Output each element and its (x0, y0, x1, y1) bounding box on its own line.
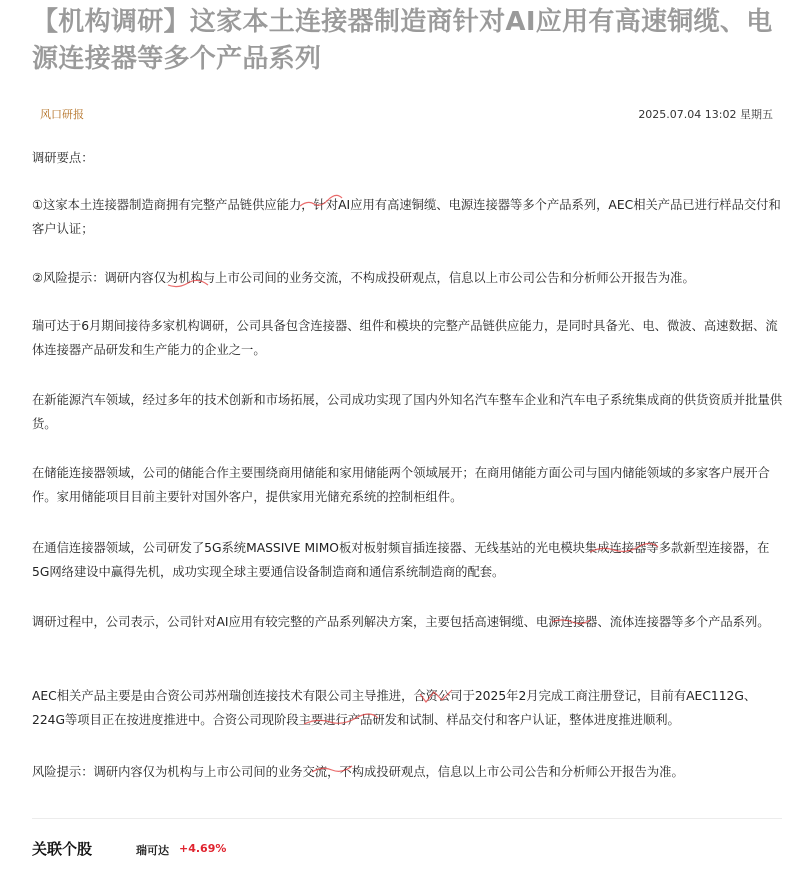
article-paragraph: 在储能连接器领域，公司的储能合作主要围绕商用储能和家用储能两个领域展开；在商用储能方面公司与国内储能领域的多家客户展开合作。家用储能项目目前主要针对国外客户，提供家用光储充系统的控制柜组件。 (32, 466, 770, 504)
article-paragraph: 风险提示：调研内容仅为机构与上市公司间的业务交流，不构成投研观点，信息以上市公司公告和分析师公开报告为准。 (32, 765, 684, 779)
article-datetime: 2025.07.04 13:02 星期五 (638, 108, 773, 121)
article-paragraph: 在通信连接器领域，公司研发了5G系统MASSIVE MIMO板对板射频盲插连接器、无线基站的光电模块集成连接器等多款新型连接器，在5G网络建设中赢得先机，成功实现全球主要通信设备制造商和通信系统制造商的配套。 (32, 541, 770, 579)
stock-change-value: +4.69% (179, 842, 227, 855)
article-paragraph: AEC相关产品主要是由合资公司苏州瑞创连接技术有限公司主导推进，合资公司于2025年2月完成工商注册登记，目前有AEC112G、224G等项目正在按进度推进中。合资公司现阶段主要进行产品研发和试制、样品交付和客户认证，整体进度推进顺利。 (32, 689, 757, 727)
article-paragraph: 调研过程中，公司表示，公司针对AI应用有较完整的产品系列解决方案，主要包括高速铜缆、电源连接器、流体连接器等多个产品系列。 (32, 615, 770, 629)
article-paragraph: 瑞可达于6月期间接待多家机构调研，公司具备包含连接器、组件和模块的完整产品链供应能力，是同时具备光、电、微波、高速数据、流体连接器产品研发和生产能力的企业之一。 (32, 319, 778, 357)
article-paragraph: ①这家本土连接器制造商拥有完整产品链供应能力，针对AI应用有高速铜缆、电源连接器等多个产品系列，AEC相关产品已进行样品交付和客户认证； (32, 198, 781, 236)
related-stocks-label: 关联个股 (32, 840, 93, 858)
section-divider (32, 818, 782, 819)
article-paragraph: 在新能源汽车领域，经过多年的技术创新和市场拓展，公司成功实现了国内外知名汽车整车企业和汽车电子系统集成商的供货资质并批量供货。 (32, 393, 783, 431)
article-paragraph: 调研要点： (32, 151, 94, 165)
article-source[interactable]: 风口研报 (40, 108, 84, 121)
stock-name-link[interactable]: 瑞可达 (136, 844, 169, 857)
article-title: 【机构调研】这家本土连接器制造商针对AI应用有高速铜缆、电源连接器等多个产品系列 (32, 7, 773, 74)
article-paragraph: ②风险提示：调研内容仅为机构与上市公司间的业务交流，不构成投研观点，信息以上市公司公告和分析师公开报告为准。 (32, 271, 695, 285)
